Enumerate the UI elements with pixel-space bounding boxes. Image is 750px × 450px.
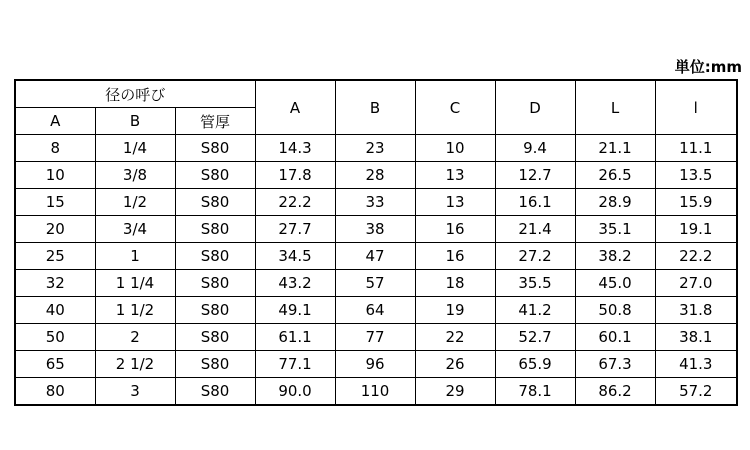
table-cell: 23 — [335, 135, 415, 162]
table-cell: 27.2 — [495, 243, 575, 270]
table-row — [15, 189, 737, 216]
table-cell: 25 — [15, 243, 95, 270]
table-cell: 27.7 — [255, 216, 335, 243]
table-cell: 80 — [15, 378, 95, 406]
table-cell: 32 — [15, 270, 95, 297]
header-dim-d: D — [495, 80, 575, 135]
table-cell: S80 — [175, 378, 255, 406]
table-cell: 1/2 — [95, 189, 175, 216]
table-cell: 64 — [335, 297, 415, 324]
table-cell: 10 — [15, 162, 95, 189]
table-cell: 15.9 — [655, 189, 737, 216]
header-dim-l: l — [655, 80, 737, 135]
table-row — [15, 351, 737, 378]
table-cell: 96 — [335, 351, 415, 378]
table-cell: 13 — [415, 189, 495, 216]
table-cell: 43.2 — [255, 270, 335, 297]
table-cell: 1 1/2 — [95, 297, 175, 324]
table-cell: S80 — [175, 189, 255, 216]
table-cell: 21.1 — [575, 135, 655, 162]
table-cell: 16 — [415, 216, 495, 243]
dimensions-table — [14, 79, 738, 406]
table-cell: 8 — [15, 135, 95, 162]
header-nominal-size: 径の呼び — [15, 80, 255, 108]
table-cell: 86.2 — [575, 378, 655, 406]
table-cell: 52.7 — [495, 324, 575, 351]
table-cell: 33 — [335, 189, 415, 216]
table-cell: 21.4 — [495, 216, 575, 243]
table-cell: S80 — [175, 162, 255, 189]
table-cell: 38.1 — [655, 324, 737, 351]
table-cell: 38 — [335, 216, 415, 243]
table-cell: 3/4 — [95, 216, 175, 243]
table-cell: 12.7 — [495, 162, 575, 189]
table-cell: 60.1 — [575, 324, 655, 351]
table-cell: 65 — [15, 351, 95, 378]
table-cell: 1 1/4 — [95, 270, 175, 297]
table-cell: 17.8 — [255, 162, 335, 189]
table-cell: 18 — [415, 270, 495, 297]
table-cell: 1 — [95, 243, 175, 270]
table-cell: 41.2 — [495, 297, 575, 324]
table-row — [15, 162, 737, 189]
table-row — [15, 135, 737, 162]
table-row — [15, 270, 737, 297]
table-cell: S80 — [175, 270, 255, 297]
table-cell: 20 — [15, 216, 95, 243]
table-cell: 13 — [415, 162, 495, 189]
table-cell: 50.8 — [575, 297, 655, 324]
table-cell: 15 — [15, 189, 95, 216]
table-cell: 67.3 — [575, 351, 655, 378]
table-cell: 2 — [95, 324, 175, 351]
table-cell: 3 — [95, 378, 175, 406]
table-cell: 61.1 — [255, 324, 335, 351]
table-cell: 77.1 — [255, 351, 335, 378]
table-cell: 40 — [15, 297, 95, 324]
table-cell: 26.5 — [575, 162, 655, 189]
table-cell: 57 — [335, 270, 415, 297]
table-cell: S80 — [175, 216, 255, 243]
header-size-a: A — [15, 108, 95, 135]
table-cell: 28.9 — [575, 189, 655, 216]
table-cell: 65.9 — [495, 351, 575, 378]
header-dim-L: L — [575, 80, 655, 135]
table-cell: 49.1 — [255, 297, 335, 324]
header-size-b: B — [95, 108, 175, 135]
table-cell: S80 — [175, 135, 255, 162]
table-cell: 22.2 — [255, 189, 335, 216]
unit-label: 単位:mm — [674, 58, 742, 76]
table-cell: 16 — [415, 243, 495, 270]
table-cell: 1/4 — [95, 135, 175, 162]
table-cell: 31.8 — [655, 297, 737, 324]
table-cell: 47 — [335, 243, 415, 270]
table-cell: 27.0 — [655, 270, 737, 297]
table-cell: 11.1 — [655, 135, 737, 162]
table-cell: 9.4 — [495, 135, 575, 162]
table-body — [15, 135, 737, 406]
table-cell: 77 — [335, 324, 415, 351]
table-cell: 19.1 — [655, 216, 737, 243]
header-wall-thickness: 管厚 — [175, 108, 255, 135]
header-dim-c: C — [415, 80, 495, 135]
table-cell: 16.1 — [495, 189, 575, 216]
table-cell: 28 — [335, 162, 415, 189]
table-cell: 78.1 — [495, 378, 575, 406]
table-cell: 38.2 — [575, 243, 655, 270]
table-row — [15, 378, 737, 406]
table-cell: 41.3 — [655, 351, 737, 378]
table-row — [15, 216, 737, 243]
header-dim-b: B — [335, 80, 415, 135]
table-cell: 50 — [15, 324, 95, 351]
table-cell: 110 — [335, 378, 415, 406]
table-cell: 35.5 — [495, 270, 575, 297]
table-cell: 45.0 — [575, 270, 655, 297]
table-cell: 22.2 — [655, 243, 737, 270]
table-cell: 26 — [415, 351, 495, 378]
table-row — [15, 297, 737, 324]
table-cell: 90.0 — [255, 378, 335, 406]
table-cell: S80 — [175, 297, 255, 324]
table-cell: 22 — [415, 324, 495, 351]
table-cell: 19 — [415, 297, 495, 324]
table-cell: 10 — [415, 135, 495, 162]
table-cell: 13.5 — [655, 162, 737, 189]
table-cell: S80 — [175, 243, 255, 270]
header-dim-a: A — [255, 80, 335, 135]
table-cell: S80 — [175, 351, 255, 378]
table-cell: 2 1/2 — [95, 351, 175, 378]
table-cell: 35.1 — [575, 216, 655, 243]
table-cell: 34.5 — [255, 243, 335, 270]
table-cell: 57.2 — [655, 378, 737, 406]
table-cell: 29 — [415, 378, 495, 406]
table-cell: 14.3 — [255, 135, 335, 162]
table-cell: 3/8 — [95, 162, 175, 189]
table-cell: S80 — [175, 324, 255, 351]
table-row — [15, 324, 737, 351]
table-row — [15, 243, 737, 270]
